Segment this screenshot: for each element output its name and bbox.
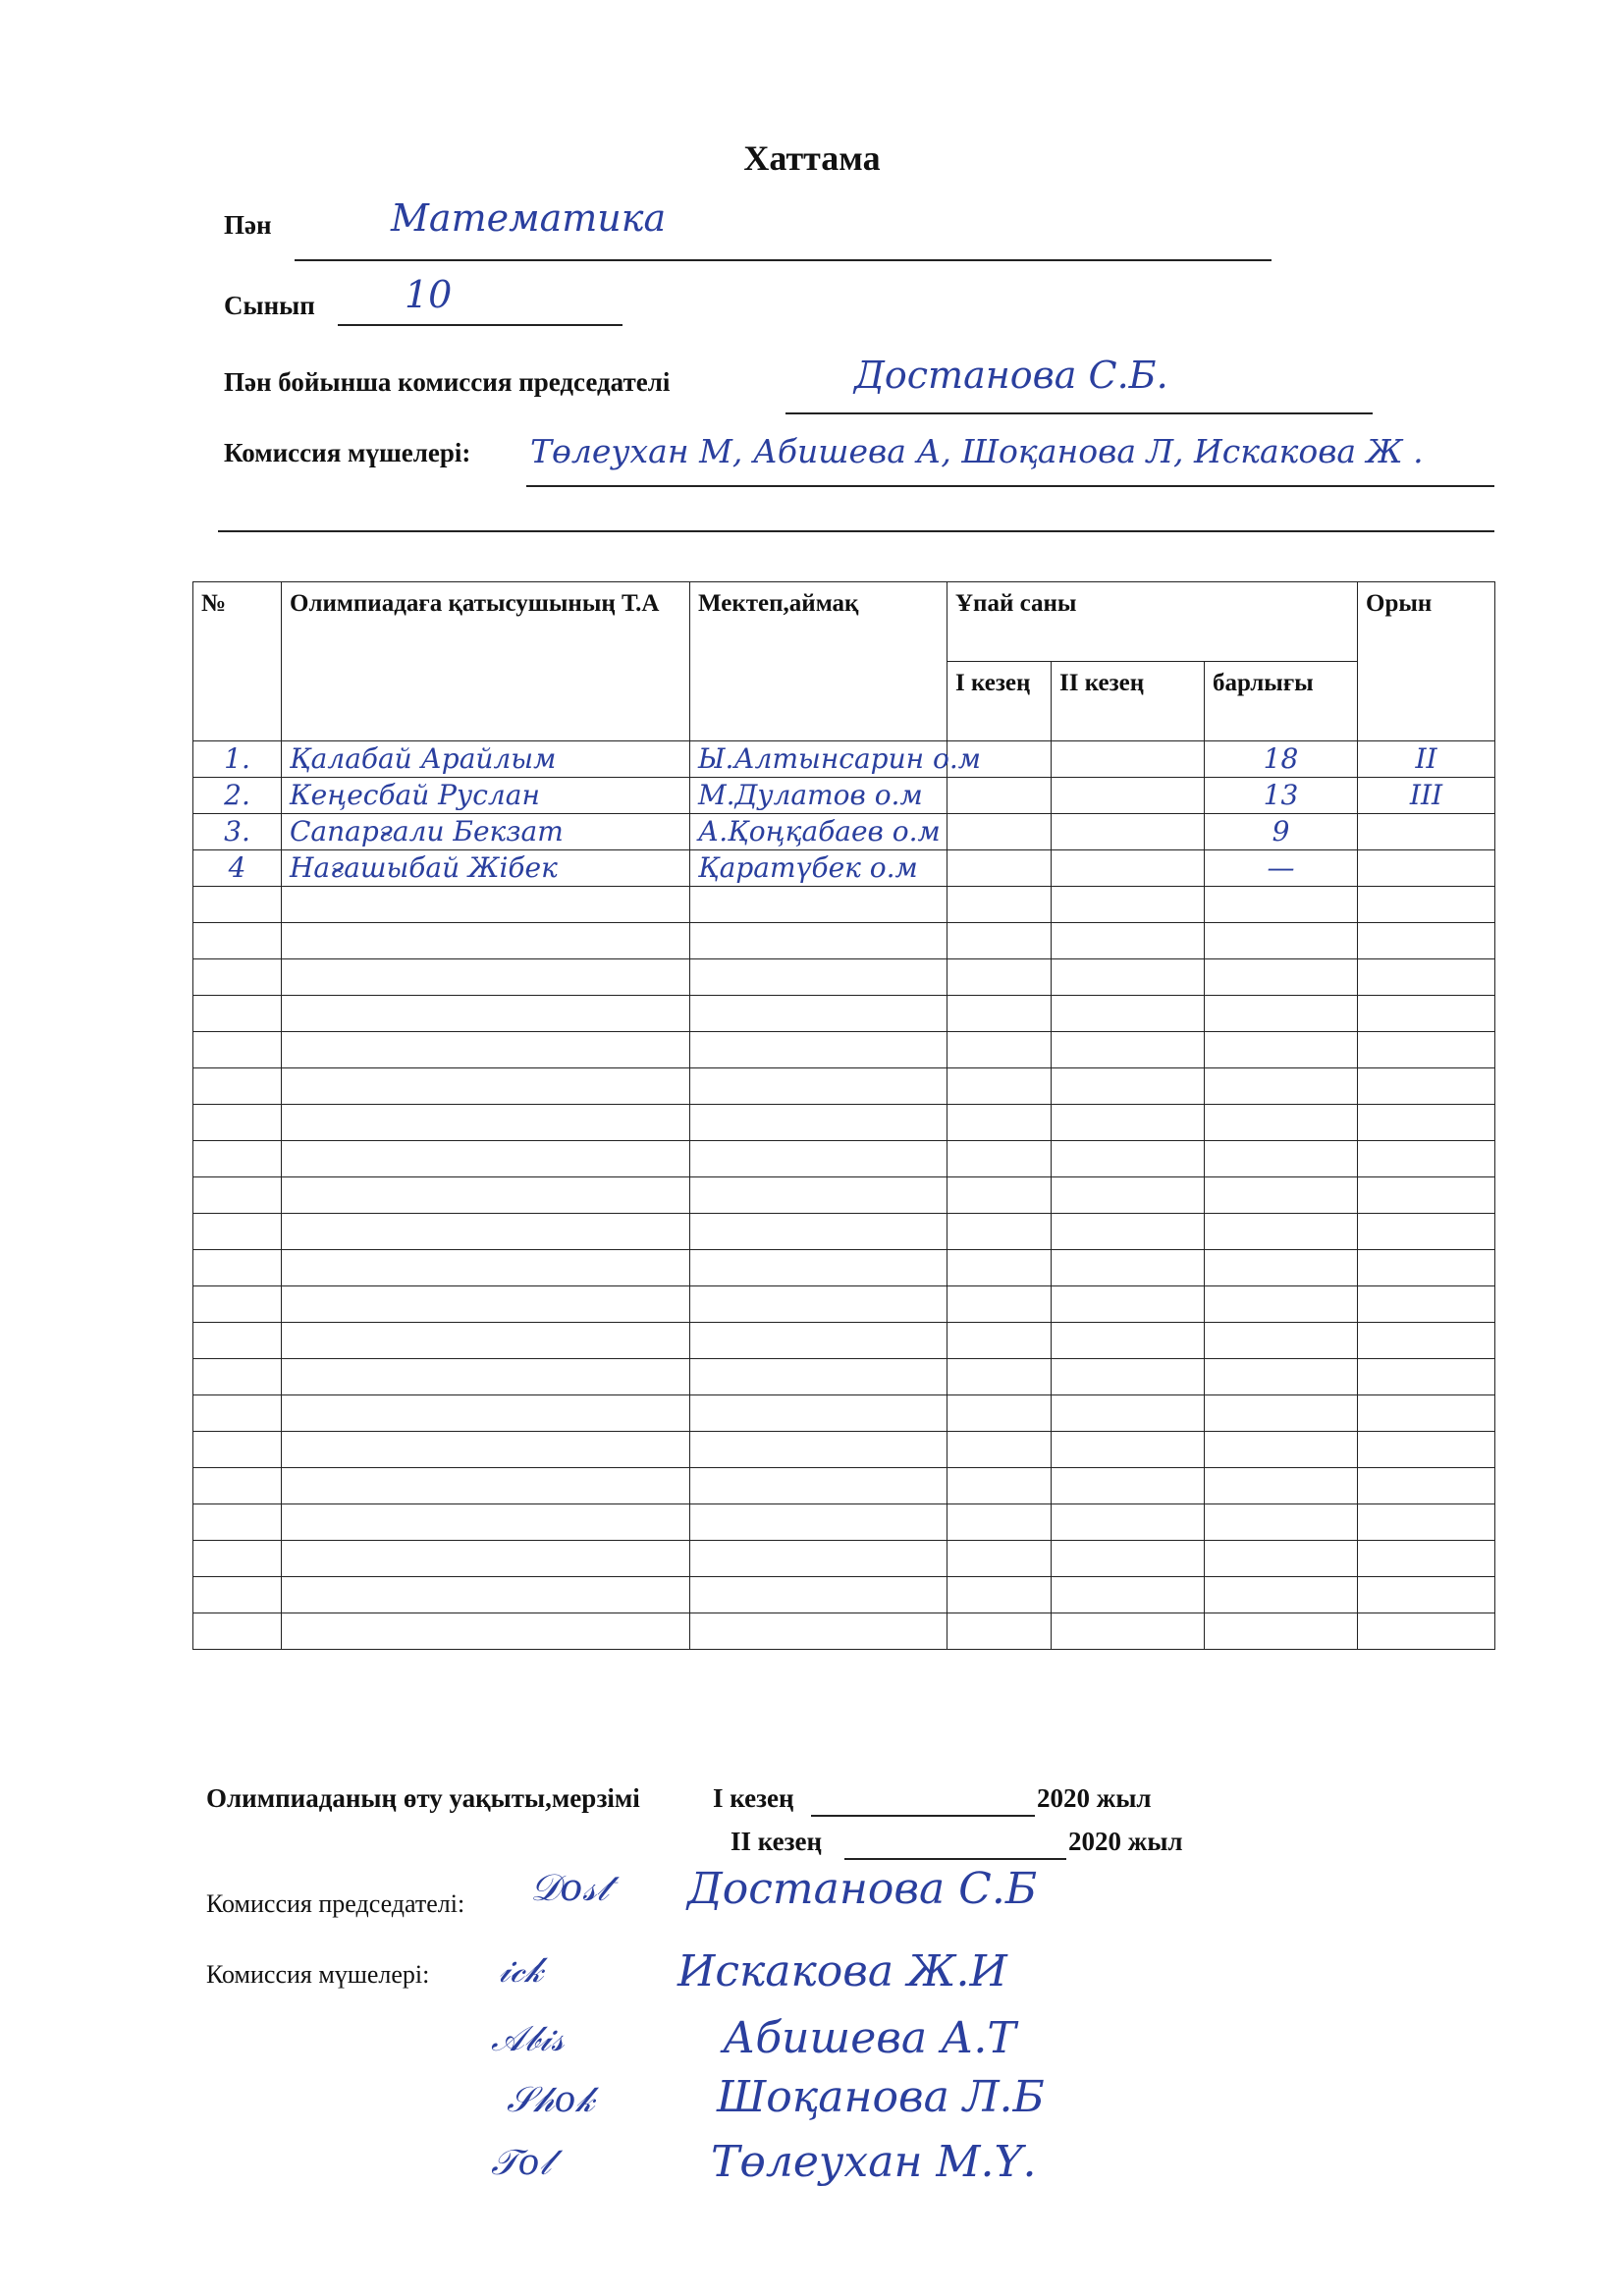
- cell-place: [1358, 1105, 1495, 1141]
- cell-place: [1358, 1286, 1495, 1323]
- cell-total: [1205, 923, 1358, 959]
- cell-stage2: [1052, 1105, 1205, 1141]
- cell-total: —: [1205, 850, 1358, 887]
- stage1-line: [811, 1815, 1035, 1817]
- cell-school: [690, 1177, 947, 1214]
- chair-label: Пән бойынша комиссия председателі: [224, 367, 671, 397]
- table-row: [193, 1504, 1495, 1541]
- cell-name: [282, 1214, 690, 1250]
- cell-name: [282, 1250, 690, 1286]
- members-line: [526, 485, 1494, 487]
- cell-school: [690, 1105, 947, 1141]
- cell-school: [690, 1141, 947, 1177]
- class-label: Сынып: [224, 291, 315, 320]
- cell-place: [1358, 1214, 1495, 1250]
- cell-stage1: [947, 850, 1052, 887]
- header-total: барлығы: [1205, 662, 1358, 741]
- cell-place: [1358, 1504, 1495, 1541]
- cell-school: [690, 1395, 947, 1432]
- cell-stage2: [1052, 1250, 1205, 1286]
- footer-member-2: Абишева А.Т: [723, 2013, 1016, 2063]
- cell-place: [1358, 1577, 1495, 1613]
- cell-stage2: [1052, 1214, 1205, 1250]
- table-row: [193, 1068, 1495, 1105]
- cell-total: [1205, 1250, 1358, 1286]
- stage1-year: 2020 жыл: [1037, 1783, 1152, 1813]
- cell-stage1: [947, 1504, 1052, 1541]
- cell-name: [282, 1577, 690, 1613]
- cell-stage1: [947, 1323, 1052, 1359]
- cell-name: [282, 1032, 690, 1068]
- cell-no: [193, 1541, 282, 1577]
- cell-stage1: [947, 1068, 1052, 1105]
- header-school: Мектеп,аймақ: [690, 582, 947, 741]
- table-row: [193, 1613, 1495, 1650]
- cell-school: [690, 1468, 947, 1504]
- members-label: Комиссия мүшелері:: [224, 438, 471, 467]
- cell-school: Қаратүбек о.м: [690, 850, 947, 887]
- cell-total: [1205, 1286, 1358, 1323]
- cell-school: [690, 1359, 947, 1395]
- cell-stage2: [1052, 1432, 1205, 1468]
- cell-place: [1358, 1468, 1495, 1504]
- subject-label: Пән: [224, 210, 272, 240]
- cell-school: М.Дулатов о.м: [690, 778, 947, 814]
- cell-name: Сапарғали Бекзат: [282, 814, 690, 850]
- cell-total: [1205, 1068, 1358, 1105]
- table-row: [193, 814, 1495, 850]
- cell-stage1: [947, 1105, 1052, 1141]
- table-row: [193, 1177, 1495, 1214]
- cell-place: [1358, 1250, 1495, 1286]
- cell-school: [690, 1613, 947, 1650]
- cell-no: [193, 1468, 282, 1504]
- cell-name: [282, 1141, 690, 1177]
- stage2-label: II кезең: [731, 1827, 823, 1856]
- stage1-label: I кезең: [713, 1783, 794, 1813]
- cell-total: [1205, 1613, 1358, 1650]
- chair-value: Достанова С.Б.: [854, 354, 1168, 397]
- cell-total: [1205, 959, 1358, 996]
- cell-stage2: [1052, 1068, 1205, 1105]
- cell-place: [1358, 1395, 1495, 1432]
- cell-school: [690, 1432, 947, 1468]
- cell-total: [1205, 1105, 1358, 1141]
- cell-school: А.Қоңқабаев о.м: [690, 814, 947, 850]
- time-label: Олимпиаданың өту уақыты,мерзімі: [206, 1783, 640, 1813]
- footer-member-3: Шоқанова Л.Б: [717, 2072, 1045, 2122]
- cell-place: [1358, 1032, 1495, 1068]
- cell-name: [282, 1286, 690, 1323]
- cell-no: [193, 1141, 282, 1177]
- table-row: [193, 1032, 1495, 1068]
- cell-place: [1358, 1177, 1495, 1214]
- cell-stage2: [1052, 1323, 1205, 1359]
- cell-total: [1205, 1323, 1358, 1359]
- table-row: [193, 1286, 1495, 1323]
- cell-stage1: [947, 959, 1052, 996]
- results-table: [192, 581, 1495, 1650]
- cell-stage1: [947, 1541, 1052, 1577]
- cell-place: [1358, 1068, 1495, 1105]
- cell-school: [690, 1541, 947, 1577]
- cell-no: [193, 1613, 282, 1650]
- cell-total: [1205, 1432, 1358, 1468]
- cell-name: [282, 1068, 690, 1105]
- cell-school: [690, 923, 947, 959]
- page-title: Хаттама: [743, 138, 881, 178]
- cell-total: [1205, 1032, 1358, 1068]
- cell-no: 3.: [193, 814, 282, 850]
- cell-stage2: [1052, 1577, 1205, 1613]
- cell-stage1: [947, 1214, 1052, 1250]
- cell-name: [282, 1504, 690, 1541]
- member-signature-3: 𝒮𝒽𝑜𝓀: [507, 2080, 595, 2120]
- cell-no: [193, 887, 282, 923]
- table-row: [193, 778, 1495, 814]
- cell-total: [1205, 887, 1358, 923]
- cell-place: [1358, 959, 1495, 996]
- cell-name: [282, 1323, 690, 1359]
- cell-total: [1205, 1468, 1358, 1504]
- cell-name: [282, 1359, 690, 1395]
- cell-no: [193, 1359, 282, 1395]
- cell-total: [1205, 1395, 1358, 1432]
- cell-stage2: [1052, 1141, 1205, 1177]
- cell-no: [193, 1068, 282, 1105]
- cell-stage2: [1052, 959, 1205, 996]
- cell-no: [193, 923, 282, 959]
- subject-line: [295, 259, 1272, 261]
- cell-place: [1358, 1541, 1495, 1577]
- cell-place: II: [1358, 741, 1495, 778]
- table-row: [193, 1432, 1495, 1468]
- header-stage1: I кезең: [947, 662, 1052, 741]
- footer-member-4: Төлеухан М.Ү.: [711, 2137, 1037, 2187]
- cell-stage1: [947, 778, 1052, 814]
- cell-name: Нағашыбай Жібек: [282, 850, 690, 887]
- table-row: [193, 1323, 1495, 1359]
- table-row: [193, 1250, 1495, 1286]
- cell-no: [193, 1432, 282, 1468]
- cell-no: [193, 1214, 282, 1250]
- cell-total: [1205, 1541, 1358, 1577]
- cell-name: [282, 1613, 690, 1650]
- cell-name: [282, 1105, 690, 1141]
- cell-name: [282, 1541, 690, 1577]
- cell-name: [282, 996, 690, 1032]
- cell-no: [193, 959, 282, 996]
- cell-place: [1358, 1323, 1495, 1359]
- table-row: [193, 996, 1495, 1032]
- cell-school: [690, 996, 947, 1032]
- cell-stage1: [947, 996, 1052, 1032]
- cell-stage2: [1052, 923, 1205, 959]
- cell-stage2: [1052, 1359, 1205, 1395]
- chair-line: [785, 412, 1373, 414]
- table-row: [193, 1577, 1495, 1613]
- table-row: [193, 959, 1495, 996]
- cell-stage1: [947, 1359, 1052, 1395]
- cell-no: [193, 1032, 282, 1068]
- cell-name: [282, 1177, 690, 1214]
- cell-total: 9: [1205, 814, 1358, 850]
- table-row: [193, 1359, 1495, 1395]
- cell-school: [690, 887, 947, 923]
- class-value: 10: [405, 273, 453, 316]
- stage2-year: 2020 жыл: [1068, 1827, 1183, 1856]
- cell-stage1: [947, 1432, 1052, 1468]
- cell-no: [193, 1323, 282, 1359]
- cell-no: [193, 1286, 282, 1323]
- cell-stage2: [1052, 1613, 1205, 1650]
- cell-place: [1358, 1613, 1495, 1650]
- cell-total: [1205, 1177, 1358, 1214]
- cell-place: [1358, 1432, 1495, 1468]
- cell-name: Кеңесбай Руслан: [282, 778, 690, 814]
- cell-stage1: [947, 1141, 1052, 1177]
- cell-place: III: [1358, 778, 1495, 814]
- cell-name: [282, 1395, 690, 1432]
- cell-place: [1358, 1359, 1495, 1395]
- cell-name: [282, 923, 690, 959]
- cell-name: [282, 887, 690, 923]
- header-score: Ұпай саны: [947, 582, 1358, 662]
- cell-school: [690, 1068, 947, 1105]
- header-stage2: II кезең: [1052, 662, 1205, 741]
- chair-signature: 𝒟𝑜𝓈𝓉: [530, 1866, 610, 1909]
- cell-stage1: [947, 1250, 1052, 1286]
- cell-school: [690, 1577, 947, 1613]
- table-row: [193, 1468, 1495, 1504]
- members-value: Төлеухан М, Абишева А, Шоқанова Л, Искакова Ж .: [530, 432, 1424, 470]
- cell-stage1: [947, 1177, 1052, 1214]
- cell-total: 18: [1205, 741, 1358, 778]
- cell-no: 4: [193, 850, 282, 887]
- header-name: Олимпиадаға қатысушының Т.А: [282, 582, 690, 741]
- footer-members-label: Комиссия мүшелері:: [206, 1960, 430, 1989]
- cell-name: [282, 959, 690, 996]
- cell-stage1: [947, 1032, 1052, 1068]
- cell-stage2: [1052, 1286, 1205, 1323]
- cell-total: [1205, 1359, 1358, 1395]
- cell-stage2: [1052, 1541, 1205, 1577]
- class-line: [338, 324, 623, 326]
- table-row: [193, 1214, 1495, 1250]
- cell-stage2: [1052, 1504, 1205, 1541]
- cell-stage2: [1052, 1032, 1205, 1068]
- cell-stage2: [1052, 996, 1205, 1032]
- cell-no: [193, 1504, 282, 1541]
- cell-stage2: [1052, 778, 1205, 814]
- table-row: [193, 1395, 1495, 1432]
- member-signature-4: 𝒯𝑜𝓁: [491, 2143, 552, 2183]
- cell-stage2: [1052, 1177, 1205, 1214]
- cell-stage1: [947, 887, 1052, 923]
- cell-stage2: [1052, 741, 1205, 778]
- cell-no: [193, 1577, 282, 1613]
- cell-school: [690, 1214, 947, 1250]
- cell-school: [690, 959, 947, 996]
- cell-school: [690, 1032, 947, 1068]
- cell-no: [193, 996, 282, 1032]
- cell-stage1: [947, 814, 1052, 850]
- cell-total: [1205, 1504, 1358, 1541]
- cell-stage2: [1052, 1468, 1205, 1504]
- cell-stage2: [1052, 814, 1205, 850]
- header-place: Орын: [1358, 582, 1495, 741]
- cell-name: Қалабай Арайлым: [282, 741, 690, 778]
- cell-total: 13: [1205, 778, 1358, 814]
- cell-total: [1205, 1214, 1358, 1250]
- member-signature-1: 𝒾𝒸𝓀: [499, 1950, 544, 1991]
- cell-school: Ы.Алтынсарин о.м: [690, 741, 947, 778]
- cell-no: 2.: [193, 778, 282, 814]
- table-row: [193, 741, 1495, 778]
- cell-school: [690, 1250, 947, 1286]
- table-row: [193, 1105, 1495, 1141]
- table-row: [193, 1541, 1495, 1577]
- cell-total: [1205, 1577, 1358, 1613]
- cell-stage1: [947, 1613, 1052, 1650]
- subject-value: Математика: [391, 196, 667, 240]
- table-row: [193, 1141, 1495, 1177]
- header-no: №: [193, 582, 282, 741]
- table-row: [193, 887, 1495, 923]
- cell-place: [1358, 1141, 1495, 1177]
- table-row: [193, 850, 1495, 887]
- footer-chair-label: Комиссия председателі:: [206, 1889, 465, 1918]
- cell-total: [1205, 1141, 1358, 1177]
- cell-stage1: [947, 1286, 1052, 1323]
- cell-stage1: [947, 1468, 1052, 1504]
- member-signature-2: 𝒜𝒷𝒾𝓈: [491, 2019, 565, 2059]
- cell-place: [1358, 996, 1495, 1032]
- cell-no: [193, 1177, 282, 1214]
- cell-place: [1358, 850, 1495, 887]
- cell-no: 1.: [193, 741, 282, 778]
- cell-place: [1358, 887, 1495, 923]
- cell-stage1: [947, 1577, 1052, 1613]
- footer-member-1: Искакова Ж.И: [677, 1946, 1007, 1996]
- footer-chair-name: Достанова С.Б: [687, 1864, 1038, 1914]
- cell-school: [690, 1504, 947, 1541]
- cell-place: [1358, 814, 1495, 850]
- cell-school: [690, 1323, 947, 1359]
- cell-stage1: [947, 923, 1052, 959]
- cell-name: [282, 1468, 690, 1504]
- cell-no: [193, 1395, 282, 1432]
- table-row: [193, 923, 1495, 959]
- cell-name: [282, 1432, 690, 1468]
- cell-stage1: [947, 1395, 1052, 1432]
- cell-total: [1205, 996, 1358, 1032]
- cell-stage2: [1052, 1395, 1205, 1432]
- cell-no: [193, 1105, 282, 1141]
- stage2-line: [844, 1858, 1066, 1860]
- members-line-2: [218, 530, 1494, 532]
- cell-stage2: [1052, 887, 1205, 923]
- cell-stage2: [1052, 850, 1205, 887]
- cell-place: [1358, 923, 1495, 959]
- cell-school: [690, 1286, 947, 1323]
- cell-no: [193, 1250, 282, 1286]
